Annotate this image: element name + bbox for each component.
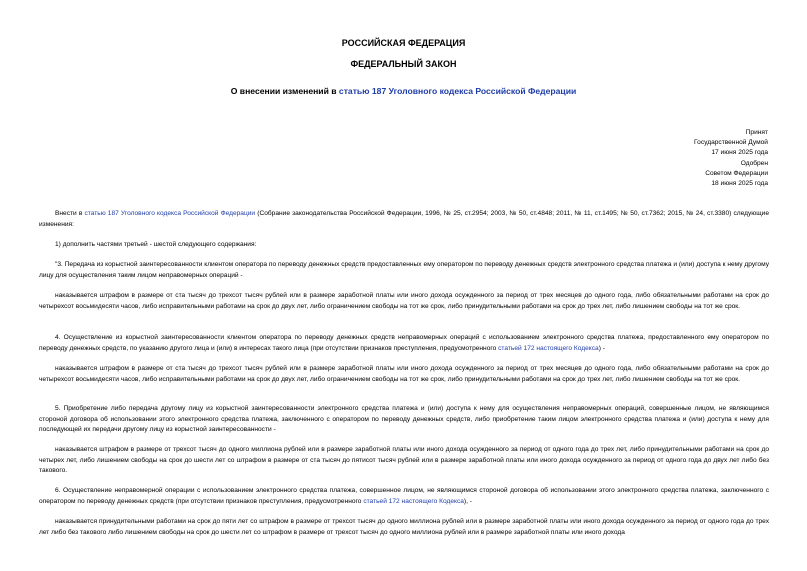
council-label: Советом Федерации bbox=[705, 169, 768, 177]
part-4-suffix: ) - bbox=[598, 344, 605, 352]
part-5-penalty-paragraph: наказывается штрафом в размере от трехсот тысяч до одного миллиона рублей или в размере заработной платы или иного дохода осужденного за период от одного года до трех лет, либо принудительными работами на срок до четырех лет, либо лишением свободы на срок до шести лет со штрафом в размере от ста тысяч до пятисот тысяч рублей или в размере заработной платы или иного дохода осужденного за период от одного года до двух лет либо без такового. bbox=[39, 446, 769, 475]
part-5-paragraph: 5. Приобретение либо передача другому лицу из корыстной заинтересованности электронного средства платежа и (или) доступа к нему для осуществления неправомерных операций, совершенные лицом, не являющимся стороной договора об использовании этого электронного средства платежа, заключенного с оператором по переводу денежных средств, либо приобретение таким лицом электронного средства платежа и (или) доступа к нему для последующей их передачи другому лицу из корыстной заинтересованности - bbox=[39, 405, 769, 434]
part-6-prefix: 6. Осуществление неправомерной операции с использованием электронного средства платежа, совершенное лицом, не являющимся стороной договора об использовании этого электронного средства платежа, заключенного с оператором по переводу денежных средств (при отсутствии признаков преступления, предусмотренного bbox=[39, 487, 769, 505]
approved-label: Одобрен bbox=[740, 159, 768, 167]
accepted-label: Принят bbox=[745, 129, 768, 136]
duma-date: 17 июня 2025 года bbox=[711, 149, 768, 157]
item-1-paragraph: 1) дополнить частями третьей - шестой следующего содержания: bbox=[55, 241, 257, 248]
document-type-heading: ФЕДЕРАЛЬНЫЙ ЗАКОН bbox=[350, 59, 457, 69]
article-172-link-2[interactable]: статьей 172 настоящего Кодекса bbox=[363, 497, 464, 505]
article-187-link[interactable]: статью 187 Уголовного кодекса Российской Федерации bbox=[338, 86, 577, 96]
council-date: 18 июня 2025 года bbox=[711, 180, 768, 188]
part-6-penalty-paragraph: наказывается принудительными работами на срок до пяти лет со штрафом в размере от трехсот тысяч до одного миллиона рублей или в размере заработной платы или иного дохода осужденного за период от одного года до трех лет либо без такового либо лишением свободы на срок до шести лет со штрафом в размере от трехсот тысяч до одного миллиона рублей или в размере заработной платы или иного дохода bbox=[39, 518, 769, 536]
duma-label: Государственной Думой bbox=[694, 139, 768, 147]
part-4-prefix: 4. Осуществление из корыстной заинтересованности клиентом оператора по переводу денежных средств неправомерных операций с использованием электронного средства платежа, предоставленного ему оператором по переводу денежных средств, по указанию другого лица и (или) в интересах такого лица (при отсутствии признаков преступления, предусмотренного bbox=[39, 334, 769, 352]
law-title-prefix: О внесении изменений в bbox=[230, 86, 339, 96]
intro-paragraph bbox=[39, 209, 769, 230]
part-4-penalty-paragraph: наказывается штрафом в размере от ста тысяч до трехсот тысяч рублей или в размере заработной платы или иного дохода осужденного за период от трех месяцев до одного года, либо обязательными работами на срок до четырехсот восьмидесяти часов, либо исправительными работами на срок до двух лет, либо ограничением свободы на тот же срок, либо принудительными работами на срок до трех лет, либо лишением свободы на тот же срок. bbox=[39, 365, 769, 383]
country-heading: РОССИЙСКАЯ ФЕДЕРАЦИЯ bbox=[341, 38, 466, 48]
part-3-paragraph: "3. Передача из корыстной заинтересованности клиентом оператора по переводу денежных средств предоставленных ему оператором по переводу денежных средств электронного средства платежа и (или) доступа к нему другому лицу для осуществления таким лицом неправомерных операций - bbox=[39, 261, 769, 279]
adoption-block bbox=[568, 128, 768, 189]
intro-suffix: (Собрание законодательства Российской Федерации, 1996, № 25, ст.2954; 2003, № 50, ст.4848; 2011, № 11, ст.1495; № 50, ст.7362; 2015, № 24, ст.3380) следующие изменения: bbox=[39, 210, 769, 228]
part-6-paragraph bbox=[39, 486, 769, 507]
part-6-suffix: ), - bbox=[463, 497, 472, 505]
intro-article-link[interactable]: статью 187 Уголовного кодекса Российской Федерации bbox=[84, 210, 256, 217]
part-3-penalty-paragraph: наказывается штрафом в размере от ста тысяч до трехсот тысяч рублей или в размере заработной платы или иного дохода осужденного за период от трех месяцев до одного года, либо обязательными работами на срок до четырехсот восьмидесяти часов, либо исправительными работами на срок до двух лет, либо ограничением свободы на тот же срок, либо принудительными работами на срок до трех лет, либо лишением свободы на тот же срок. bbox=[39, 292, 769, 310]
part-4-paragraph bbox=[39, 333, 769, 354]
law-title bbox=[0, 86, 807, 96]
intro-prefix: Внести в bbox=[55, 210, 85, 217]
article-172-link[interactable]: статьей 172 настоящего Кодекса bbox=[498, 344, 599, 352]
